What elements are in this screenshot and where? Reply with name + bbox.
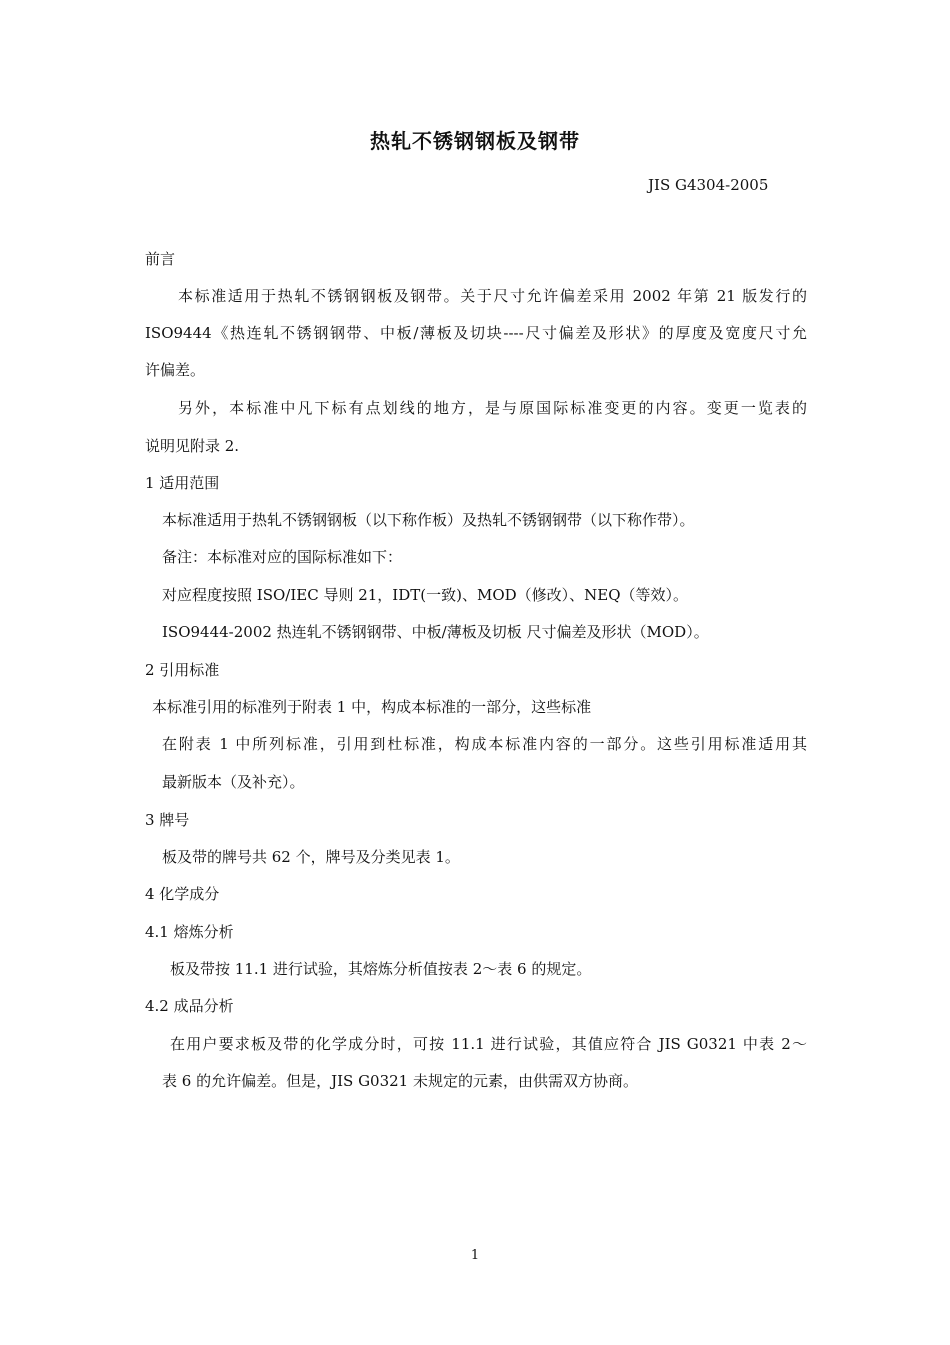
- document-title: 热轧不锈钢钢板及钢带: [370, 129, 580, 153]
- section-1-heading: 1 适用范围: [145, 474, 220, 492]
- section-1-paragraph-1: 本标准适用于热轧不锈钢钢板（以下称作板）及热轧不锈钢钢带（以下称作带）。: [162, 511, 695, 529]
- section-4-1-paragraph-1: 板及带按 11.1 进行试验，其熔炼分析值按表 2～表 6 的规定。: [170, 960, 592, 978]
- section-1-iso-reference: ISO9444-2002 热连轧不锈钢钢带、中板/薄板及切板 尺寸偏差及形状（MOD）。: [162, 623, 709, 641]
- section-3-heading: 3 牌号: [145, 811, 190, 829]
- foreword-heading: 前言: [145, 250, 176, 268]
- section-1-note: 备注：本标准对应的国际标准如下：: [162, 548, 403, 566]
- section-2-paragraph-2-line-1: 在附表 1 中所列标准，引用到杜标准，构成本标准内容的一部分。这些引用标准适用其: [162, 735, 807, 753]
- section-1-correspondence: 对应程度按照 ISO/IEC 导则 21，IDT(一致)、MOD（修改）、NEQ（等效）。: [162, 586, 689, 604]
- section-4-2-paragraph-1-line-2: 表 6 的允许偏差。但是，JIS G0321 未规定的元素，由供需双方协商。: [162, 1072, 638, 1090]
- page-number: 1: [470, 1248, 480, 1263]
- section-4-heading: 4 化学成分: [145, 885, 220, 903]
- foreword-paragraph-2-line-2: 说明见附录 2.: [145, 437, 240, 455]
- section-4-1-heading: 4.1 熔炼分析: [145, 923, 234, 941]
- standard-code: JIS G4304-2005: [648, 176, 769, 194]
- section-4-2-paragraph-1-line-1: 在用户要求板及带的化学成分时，可按 11.1 进行试验，其值应符合 JIS G0321 中表 2～: [170, 1035, 807, 1053]
- section-3-paragraph-1: 板及带的牌号共 62 个，牌号及分类见表 1。: [162, 848, 460, 866]
- foreword-paragraph-1-line-2: ISO9444《热连轧不锈钢钢带、中板/薄板及切块----尺寸偏差及形状》的厚度及宽度尺寸允: [145, 324, 807, 342]
- section-4-2-heading: 4.2 成品分析: [145, 997, 234, 1015]
- foreword-paragraph-1-line-3: 许偏差。: [145, 361, 206, 379]
- foreword-paragraph-1-line-1: 本标准适用于热轧不锈钢钢板及钢带。关于尺寸允许偏差采用 2002 年第 21 版发行的: [178, 287, 807, 305]
- section-2-heading: 2 引用标准: [145, 661, 220, 679]
- section-2-paragraph-1: 本标准引用的标准列于附表 1 中，构成本标准的一部分，这些标准: [152, 698, 592, 716]
- foreword-paragraph-2-line-1: 另外，本标准中凡下标有点划线的地方，是与原国际标准变更的内容。变更一览表的: [178, 399, 807, 417]
- section-2-paragraph-2-line-2: 最新版本（及补充）。: [162, 773, 305, 791]
